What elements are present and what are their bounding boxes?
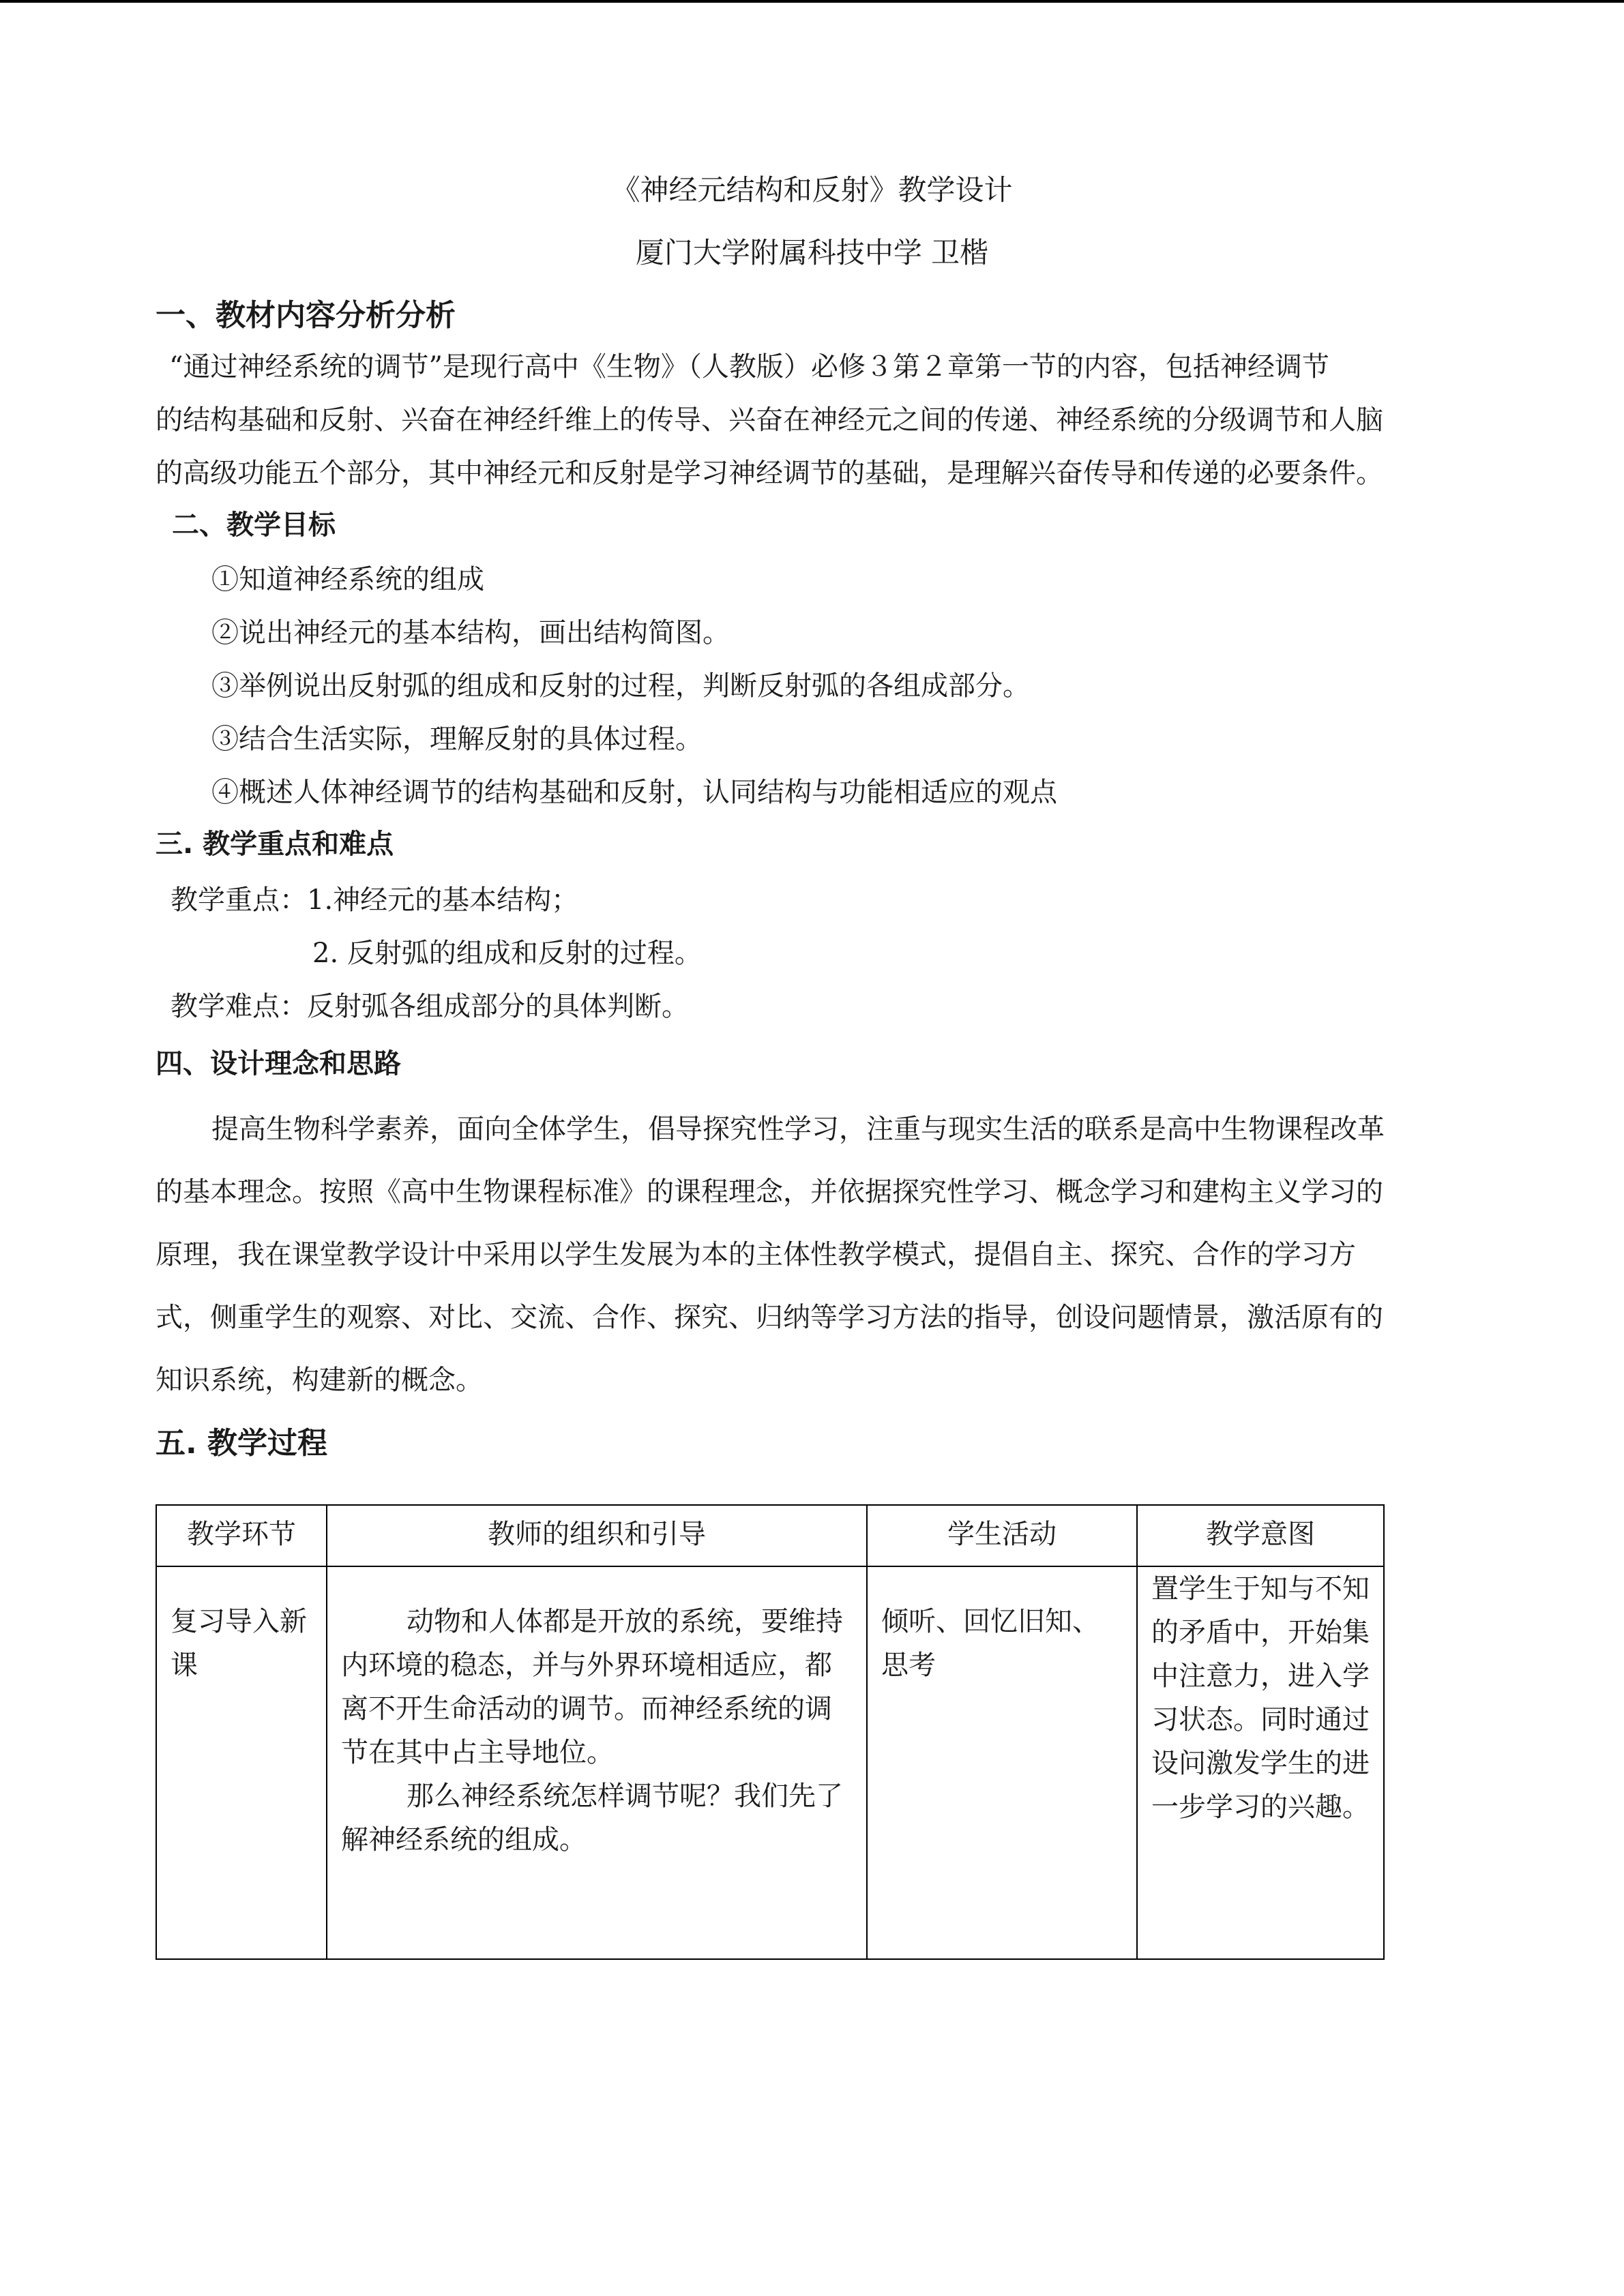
table-header-cell: 教学意图 xyxy=(1137,1505,1384,1566)
objective-item: ④概述人体神经调节的结构基础和反射，认同结构与功能相适应的观点 xyxy=(211,777,1057,808)
table-header-row xyxy=(156,1505,1384,1566)
document-title: 《神经元结构和反射》教学设计 xyxy=(611,173,1013,207)
objective-item: ③举例说出反射弧的组成和反射的过程，判断反射弧的各组成部分。 xyxy=(211,670,1030,702)
table-row xyxy=(156,1566,1384,1959)
table-header-cell: 教学环节 xyxy=(156,1505,327,1566)
section-1-line: “通过神经系统的调节”是现行高中《生物》（人教版）必修３第２章第一节的内容，包括神经调节 xyxy=(169,351,1329,383)
section-1-line: 的高级功能五个部分，其中神经元和反射是学习神经调节的基础，是理解兴奋传导和传递的必要条件。 xyxy=(156,458,1383,489)
teaching-intent-text: 置学生于知与不知的矛盾中，开始集中注意力，进入学习状态。同时通过设问激发学生的进一步学习的兴趣。 xyxy=(1151,1573,1370,1823)
teacher-paragraph: 那么神经系统怎样调节呢？我们先了解神经系统的组成。 xyxy=(341,1780,843,1855)
student-activity-cell xyxy=(867,1566,1137,1959)
section-2-heading: 二、教学目标 xyxy=(172,509,336,541)
design-idea-line: 原理，我在课堂教学设计中采用以学生发展为本的主体性教学模式，提倡自主、探究、合作的学习方 xyxy=(156,1239,1356,1270)
objective-item: ②说出神经元的基本结构，画出结构简图。 xyxy=(211,617,730,648)
author-line: 厦门大学附属科技中学 卫楷 xyxy=(635,236,989,269)
stage-text: 复习导入新课 xyxy=(171,1606,307,1681)
difficulty-line: 教学难点：反射弧各组成部分的具体判断。 xyxy=(171,991,689,1022)
design-idea-line: 式，侧重学生的观察、对比、交流、合作、探究、归纳等学习方法的指导，创设问题情景，激活原有的 xyxy=(156,1302,1383,1333)
teacher-paragraph: 动物和人体都是开放的系统，要维持内环境的稳态，并与外界环境相适应，都离不开生命活动的调节。而神经系统的调节在其中占主导地位。 xyxy=(341,1606,843,1768)
key-point-line: 2. 反射弧的组成和反射的过程。 xyxy=(312,938,702,969)
section-1-line: 的结构基础和反射、兴奋在神经纤维上的传导、兴奋在神经元之间的传递、神经系统的分级调节和人脑 xyxy=(156,404,1383,436)
table-header-cell: 学生活动 xyxy=(867,1505,1137,1566)
section-5-heading: 五. 教学过程 xyxy=(156,1426,328,1461)
teacher-guidance-cell xyxy=(327,1566,867,1959)
objective-item: ①知道神经系统的组成 xyxy=(211,564,484,595)
stage-cell xyxy=(156,1566,327,1959)
objective-item: ③结合生活实际，理解反射的具体过程。 xyxy=(211,724,703,755)
key-point-line: 教学重点：1.神经元的基本结构； xyxy=(171,884,579,916)
table-header-cell: 教师的组织和引导 xyxy=(327,1505,867,1566)
design-idea-line: 知识系统，构建新的概念。 xyxy=(156,1365,483,1396)
student-activity-text: 倾听、回忆旧知、思考 xyxy=(881,1606,1099,1681)
section-3-heading: 三. 教学重点和难点 xyxy=(156,829,394,860)
design-idea-line: 的基本理念。按照《高中生物课程标准》的课程理念，并依据探究性学习、概念学习和建构主义学习的 xyxy=(156,1176,1383,1208)
design-idea-line: 提高生物科学素养，面向全体学生，倡导探究性学习，注重与现实生活的联系是高中生物课程改革 xyxy=(211,1114,1385,1145)
teaching-intent-cell xyxy=(1137,1566,1384,1959)
section-1-heading: 一、教材内容分析分析 xyxy=(156,298,456,333)
page-top-border xyxy=(0,0,1624,3)
teaching-process-table xyxy=(156,1504,1385,1960)
section-4-heading: 四、设计理念和思路 xyxy=(156,1048,401,1079)
